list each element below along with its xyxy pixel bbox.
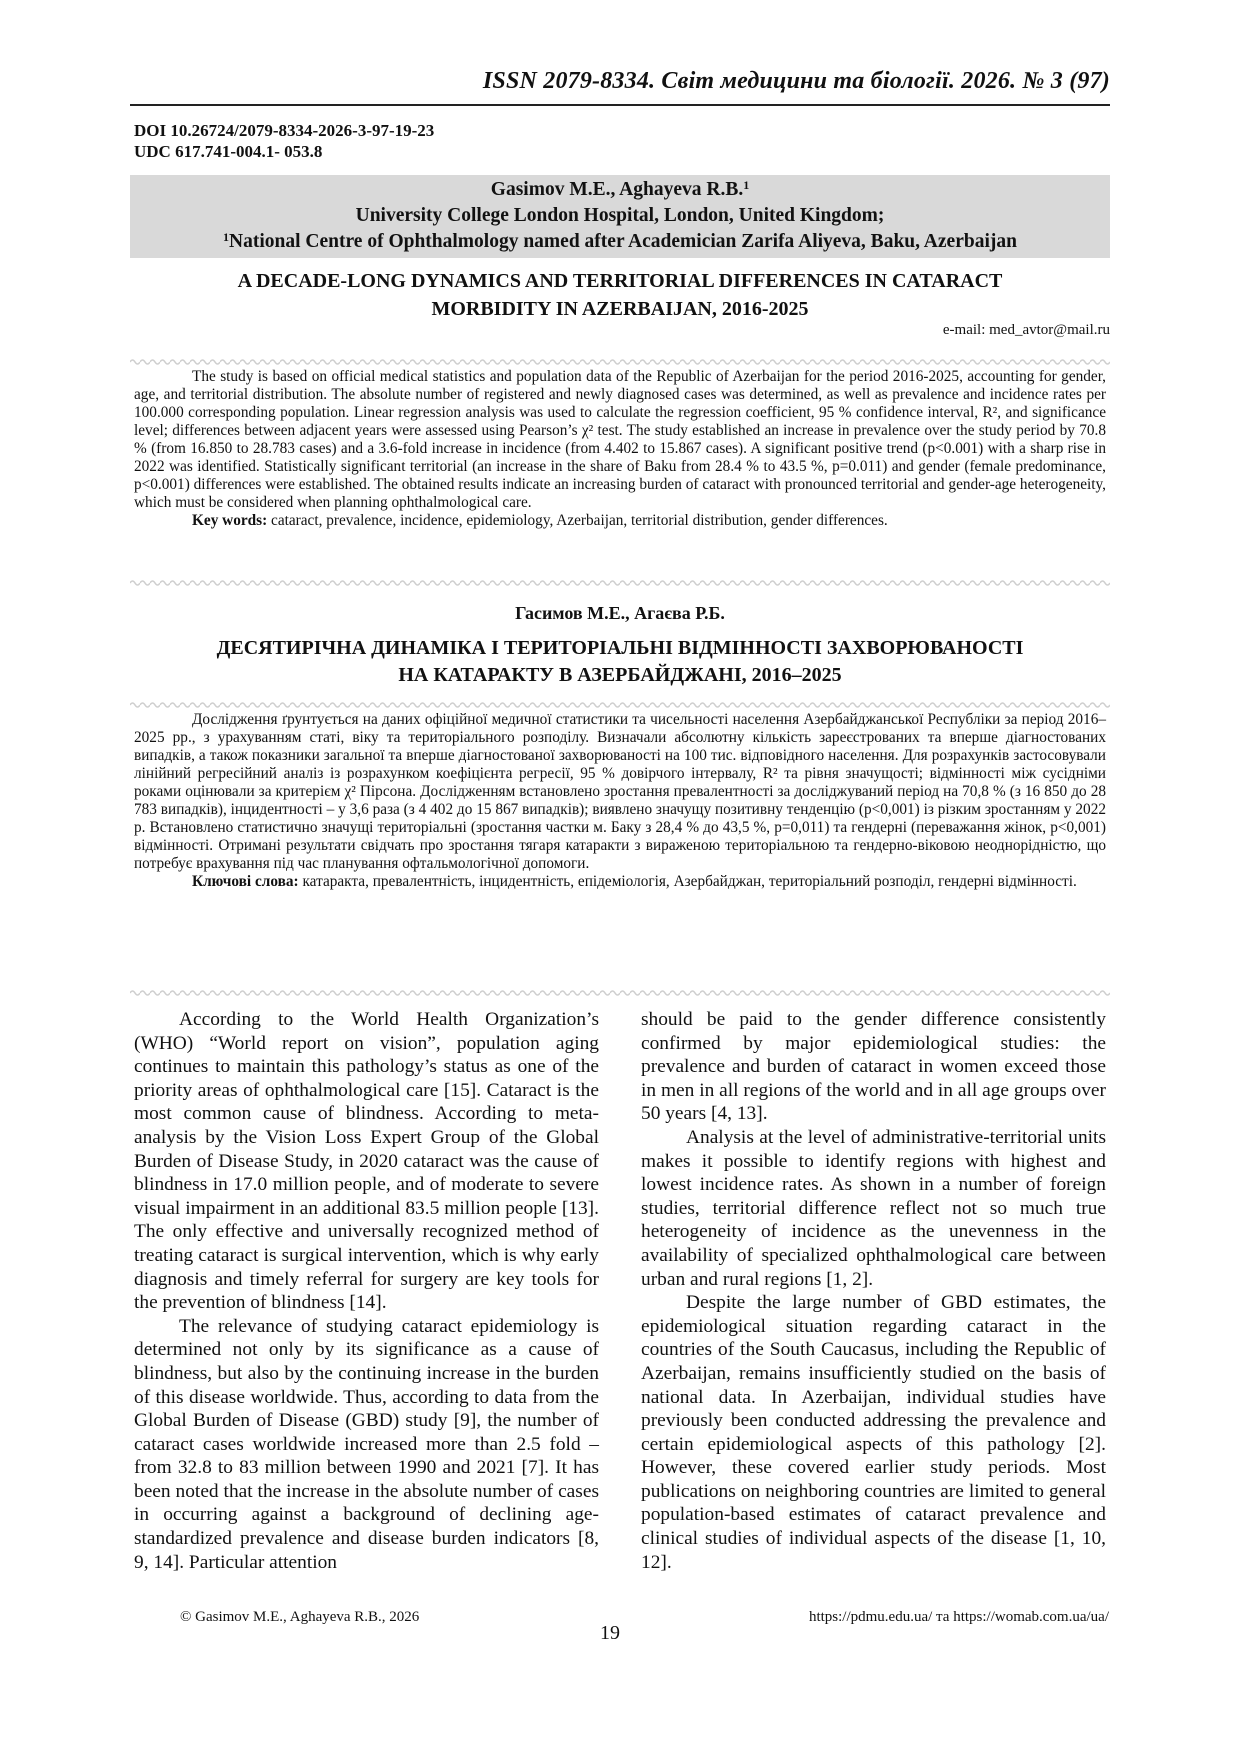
affiliation-2: $^1$National Centre of Ophthalmology named after Academician Zarifa Aliyeva, Baku, Azerbaijan [223,230,1017,252]
abstract-en [134,368,1106,530]
abstract-uk-text: Дослідження ґрунтується на даних офіційної медичної статистики та чисельності населення Азербайджанської Республіки за період 2016–2025 рр., з урахуванням статі, віку та територіального розподілу. Визначали абсолютну кількість зареєстрованих та вперше діагностованих випадків, а також показники загальної та вперше діагностованої захворюваності на 100 тис. відповідного населення. Для розрахунків застосовували лінійний регресійний аналіз із розрахунком коефіцієнта регресії, 95 % довірчого інтервалу, R² та рівня значущості; відмінності між сусідніми роками оцінювали за критерієм χ² Пірсона. Дослідженням встановлено зростання превалентності за досліджуваний період на 70,8 % (з 16 850 до 28 783 випадків), інцидентності – у 3,6 раза (з 4 402 до 15 867 випадків); виявлено значущу позитивну тенденцію (p<0,001) із різким зростанням у 2022 р. Встановлено статистично значущі територіальні (зростання частки м. Баку з 28,4 % до 43,5 %, p=0,011) та гендерні (переважання жінок, p<0,001) відмінності. Отримані результати свідчать про зростання тягаря катаракти з вираженою територіальною та гендерно-віковою неоднорідністю, що потребує врахування під час планування офтальмологічної допомоги. [134,711,1106,872]
contact-email: e-mail: med_avtor@mail.ru [942,322,1110,338]
header-rule [130,104,1110,106]
body-paragraph: The relevance of studying cataract epidemiology is determined not only by its significance as a cause of blindness, but also by the continuing increase in the burden of this disease worldwide. Thus, according to data from the Global Burden of Disease (GBD) study [9], the number of cataract cases worldwide increased more than 2.5 fold – from 32.8 to 83 million between 1990 and 2021 [7]. It has been noted that the increase in the absolute number of cases in occurring against a background of declining age-standardized prevalence and disease burden indicators [8, 9, 14]. Particular attention [134,1315,599,1573]
doi: DOI 10.26724/2079-8334-2026-3-97-19-23 [134,121,435,140]
abstract-en-text: The study is based on official medical statistics and population data of the Republic of Azerbaijan for the period 2016-2025, accounting for gender, age, and territorial distribution. The absolute number of registered and newly diagnosed cases was determined, as well as prevalence and incidence rates per 100.000 corresponding population. Linear regression analysis was used to calculate the regression coefficient, 95 % confidence interval, R², and significance level; differences between adjacent years were assessed using Pearson’s χ² test. The study established an increase in prevalence over the study period by 70.8 % (from 16.850 to 28.783 cases) and a 3.6-fold increase in incidence (from 4.402 to 15.867 cases). A significant positive trend (p<0.001) with a sharp rise in 2022 was identified. Statistically significant territorial (an increase in the share of Baku from 28.4 % to 43.5 %, p=0.011) and gender (female predominance, p<0.001) differences were established. The obtained results indicate an increasing burden of cataract with pronounced territorial and gender-age heterogeneity, which must be considered when planning ophthalmological care. [134,368,1106,511]
body-paragraph: Despite the large number of GBD estimates, the epidemiological situation regarding cataract in the countries of the South Caucasus, including the Republic of Azerbaijan, remains insufficiently studied on the basis of national data. In Azerbaijan, individual studies have previously been conducted addressing the prevalence and certain epidemiological aspects of this pathology [2]. However, these covered earlier study periods. Most publications on neighboring countries are limited to general population-based estimates of cataract prevalence and clinical studies of individual aspects of the disease [1, 10, 12]. [641,1292,1106,1573]
affiliation-1: University College London Hospital, London, United Kingdom; [355,205,885,226]
wave-divider [130,578,1110,586]
body-paragraph: According to the World Health Organization’s (WHO) “World report on vision”, population aging continues to maintain this pathology’s status as one of the priority areas of ophthalmological care [15]. Cataract is the most common cause of blindness. According to meta-analysis by the Vision Loss Expert Group of the Global Burden of Disease Study, in 2020 cataract was the cause of blindness in 17.0 million people, and of moderate to severe visual impairment in an additional 83.5 million people [13]. The only effective and universally recognized method of treating cataract is surgical intervention, which is why early diagnosis and timely referral for surgery are key tools for the prevention of blindness [14]. [134,1009,599,1314]
page-number: 19 [600,1622,620,1644]
body-paragraph: Analysis at the level of administrative-territorial units makes it possible to identify regions with highest and lowest incidence rates. As shown in a number of foreign studies, territorial difference reflect not so much true heterogeneity of incidence as the unevenness in the availability of specialized ophthalmological care between urban and rural regions [1, 2]. [641,1126,1106,1290]
article-meta [134,120,434,162]
body-paragraph: should be paid to the gender difference consistently confirmed by major epidemiological studies: the prevalence and burden of cataract in women exceed those in men in all regions of the world and in all age groups over 50 years [4, 13]. [641,1009,1106,1125]
wave-divider [130,357,1110,365]
journal-header: ISSN 2079-8334. Світ медицини та біології. 2026. № 3 (97) [482,68,1110,94]
title-uk: ДЕСЯТИРІЧНА ДИНАМІКА І ТЕРИТОРІАЛЬНІ ВІДМІННОСТІ ЗАХВОРЮВАНОСТІ НА КАТАРАКТУ В АЗЕРБАЙДЖАНІ, 2016–2025 [216,637,1024,686]
keywords-en: Key words: cataract, prevalence, incidence, epidemiology, Azerbaijan, territorial distribution, gender differences. [192,512,888,529]
authors-uk: Гасимов М.Е., Агаєва Р.Б. [515,603,725,623]
body-column-right [641,1008,1106,1574]
wave-divider [130,988,1110,996]
keywords-uk: Ключові слова: катаракта, превалентність, інцидентність, епідеміологія, Азербайджан, територіальний розподіл, гендерні відмінності. [192,873,1077,890]
copyright: © Gasimov M.E., Aghayeva R.B., 2026 [180,1609,420,1625]
abstract-uk [134,711,1106,891]
journal-urls: https://pdmu.edu.ua/ та https://womab.com.ua/ua/ [808,1609,1109,1625]
authors-en: Gasimov M.E., Aghayeva R.B.$^1$ [490,178,750,200]
author-affiliation-band [130,175,1110,258]
wave-divider [130,700,1110,708]
title-en: A DECADE-LONG DYNAMICS AND TERRITORIAL DIFFERENCES IN CATARACT MORBIDITY IN AZERBAIJAN, 2016-2025 [237,270,1003,320]
body-column-left [134,1008,599,1574]
udc: UDC 617.741-004.1- 053.8 [134,142,323,161]
